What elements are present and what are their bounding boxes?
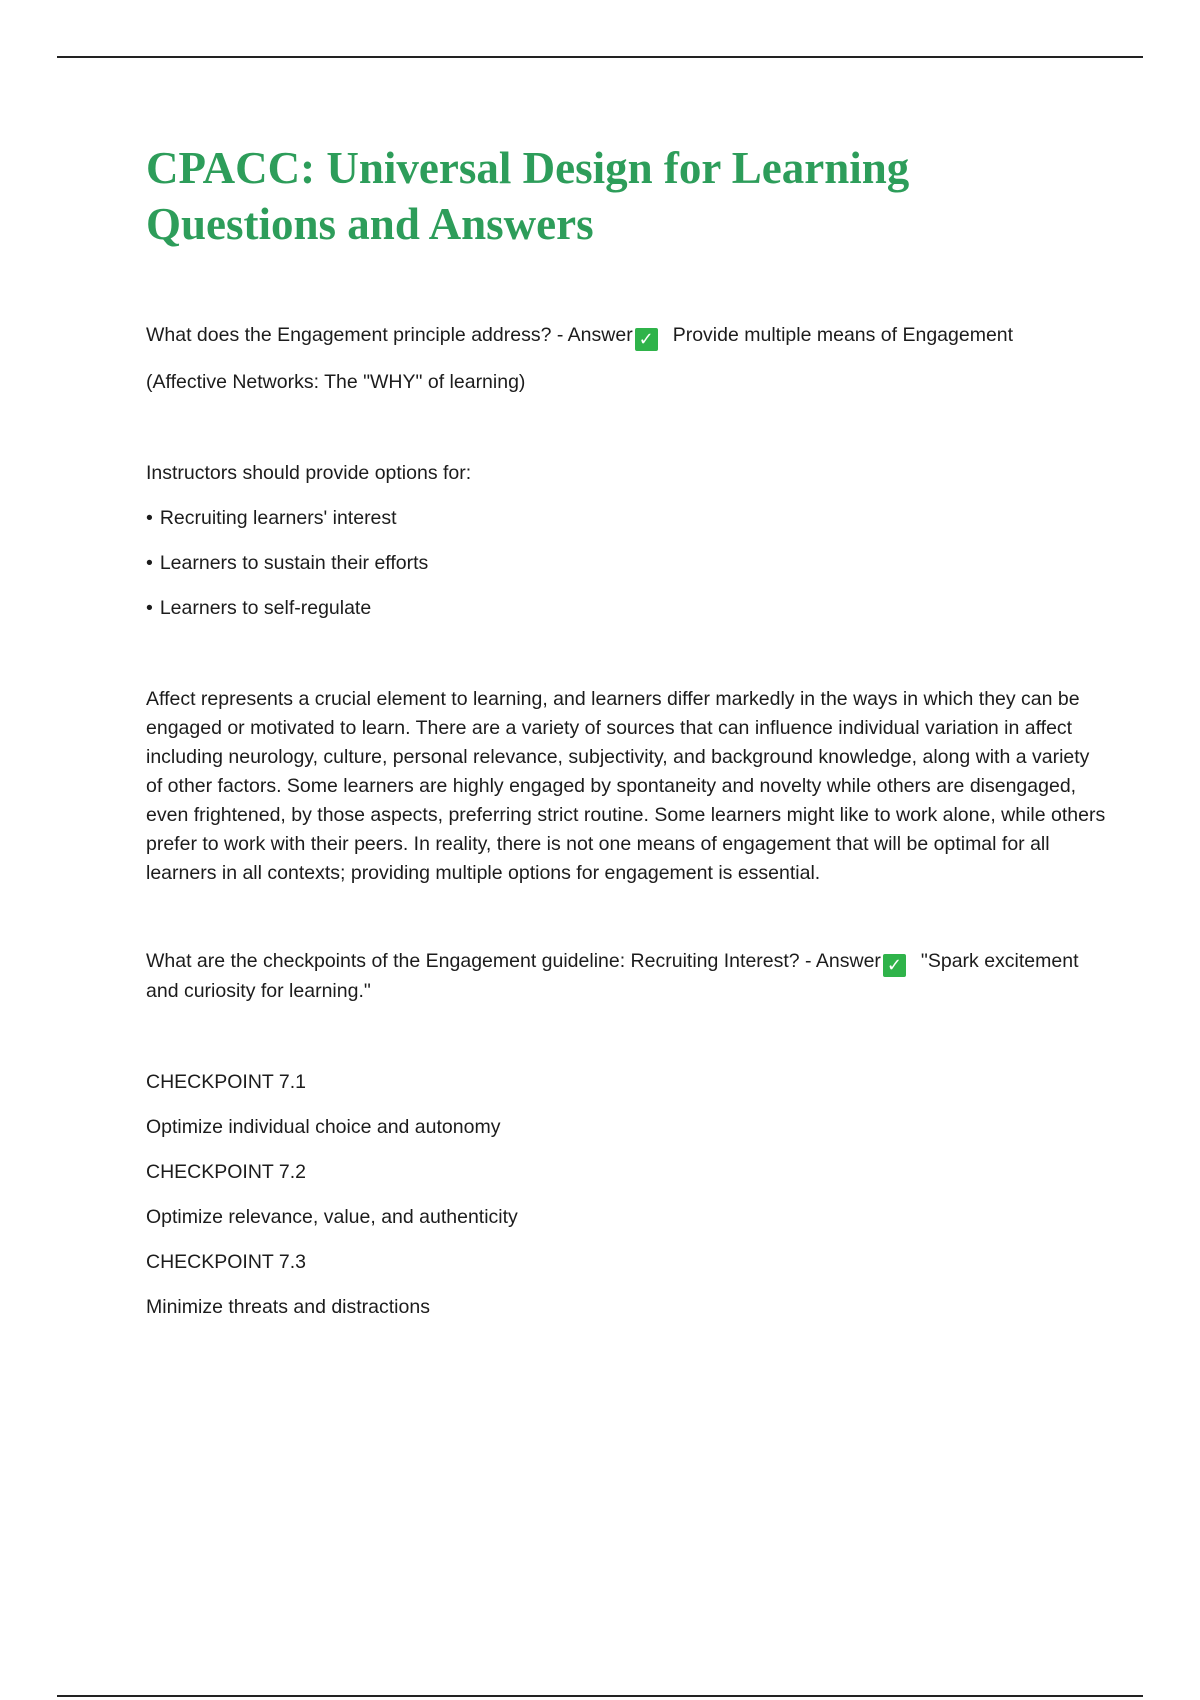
question-2	[146, 947, 1106, 1006]
bullet-item: • Learners to self-regulate	[146, 594, 1106, 623]
checkpoint-text: Optimize relevance, value, and authenticity	[146, 1206, 518, 1228]
options-intro: Instructors should provide options for:	[146, 462, 472, 484]
checkpoint-label: CHECKPOINT 7.3	[146, 1251, 307, 1273]
checkpoint-text: Minimize threats and distractions	[146, 1296, 430, 1318]
header-rule	[57, 56, 1143, 58]
document-title	[146, 140, 1106, 252]
check-mark-icon: ✓	[883, 954, 906, 977]
question-1	[146, 321, 1106, 351]
bullet-item: • Recruiting learners' interest	[146, 504, 1106, 533]
answer-text: Provide multiple means of Engagement	[672, 324, 1014, 346]
question-text: What does the Engagement principle address? - Answer	[146, 324, 633, 346]
checkpoint-label: CHECKPOINT 7.1	[146, 1071, 307, 1093]
check-mark-icon: ✓	[635, 328, 658, 351]
bullet-item: • Learners to sustain their efforts	[146, 549, 1106, 578]
question-text: What are the checkpoints of the Engagement guideline: Recruiting Interest? - Answer	[146, 950, 881, 972]
explanation-paragraph: Affect represents a crucial element to learning, and learners differ markedly in the ways in which they can be engaged or motivated to learn. There are a variety of sources that can influence individual variation in affect including neurology, culture, personal relevance, subjectivity, and background knowledge, along with a variety of other factors. Some learners are highly engaged by spontaneity and novelty while others are disengaged, even frightened, by those aspects, preferring strict routine. Some learners might like to work alone, while others prefer to work with their peers. In reality, there is not one means of engagement that will be optimal for all learners in all contexts; providing multiple options for engagement is essential.	[146, 688, 1106, 884]
checkpoint-text: Optimize individual choice and autonomy	[146, 1116, 501, 1138]
title-line-2: Questions and Answers	[146, 199, 594, 249]
answer-subtitle: (Affective Networks: The "WHY" of learning)	[146, 371, 526, 393]
answer-text: "Spark excitement and curiosity for learning."	[146, 950, 1079, 1002]
document-body	[146, 140, 1106, 1322]
footer-rule	[57, 1695, 1143, 1697]
checkpoint-label: CHECKPOINT 7.2	[146, 1161, 307, 1183]
title-line-1: CPACC: Universal Design for Learning	[146, 143, 910, 193]
